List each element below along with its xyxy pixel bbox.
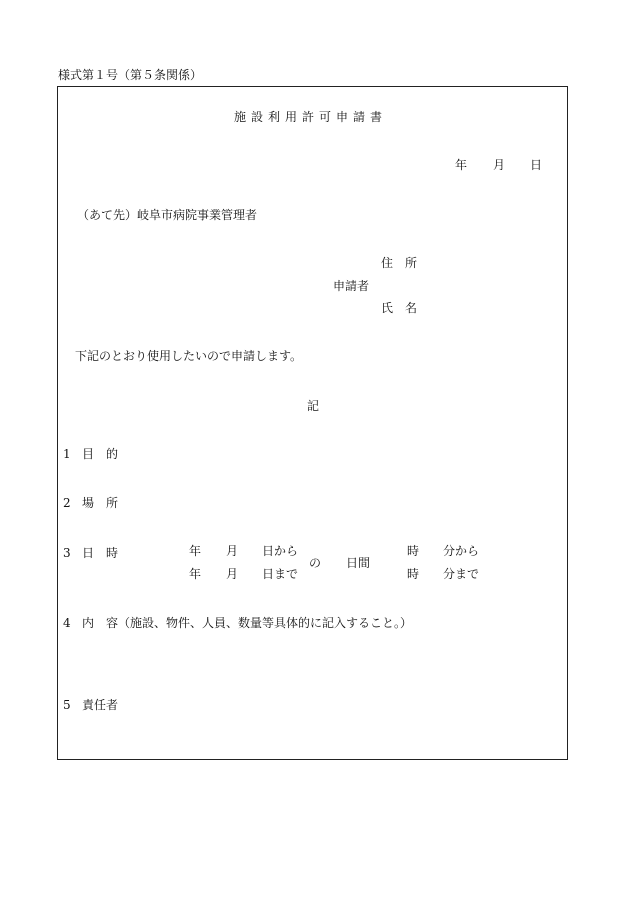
from-hour: 時	[407, 544, 420, 558]
item-3-label: 日 時	[82, 546, 119, 560]
intro-text: 下記のとおり使用したいので申請します。	[75, 349, 303, 363]
to-day: 日まで	[262, 567, 299, 581]
from-year: 年	[189, 544, 202, 558]
item-4-number: 4	[63, 616, 71, 630]
item-5-label: 責任者	[82, 698, 119, 712]
applicant-address-label: 住 所	[381, 256, 418, 270]
to-year: 年	[189, 567, 202, 581]
date-year: 年	[455, 158, 468, 172]
date-day: 日	[530, 158, 543, 172]
item-4-note: （施設、物件、人員、数量等具体的に記入すること。）	[118, 616, 413, 630]
datetime-period: 日間	[346, 556, 371, 570]
item-2-label: 場 所	[82, 496, 119, 510]
datetime-connector: の	[309, 556, 322, 570]
form-title: 施設利用許可申請書	[234, 110, 388, 124]
item-2-number: 2	[63, 496, 71, 510]
item-3-number: 3	[63, 546, 71, 560]
applicant-name-label: 氏 名	[381, 301, 418, 315]
from-month: 月	[226, 544, 239, 558]
applicant-label: 申請者	[333, 279, 370, 293]
to-month: 月	[226, 567, 239, 581]
addressee: （あて先）岐阜市病院事業管理者	[77, 208, 258, 222]
form-frame	[57, 86, 568, 760]
item-1-label: 目 的	[82, 447, 119, 461]
ki-heading: 記	[307, 399, 320, 413]
item-4-label: 内 容	[82, 616, 119, 630]
to-hour: 時	[407, 567, 420, 581]
to-minute: 分まで	[443, 567, 480, 581]
from-day: 日から	[262, 544, 299, 558]
item-5-number: 5	[63, 698, 71, 712]
date-month: 月	[493, 158, 506, 172]
form-id: 様式第１号（第５条関係）	[58, 68, 203, 82]
from-minute: 分から	[443, 544, 480, 558]
item-1-number: 1	[63, 447, 71, 461]
